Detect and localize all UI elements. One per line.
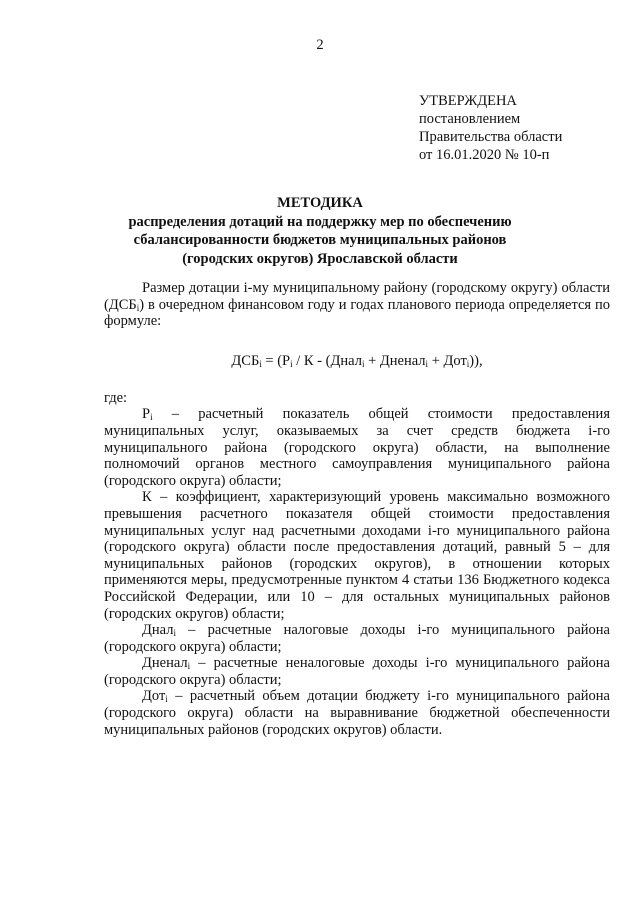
- formula-subscript: i: [361, 358, 365, 369]
- definition-symbol: Р: [142, 406, 151, 423]
- title-line-2: распределения дотаций на поддержку мер по обеспечению: [128, 213, 512, 230]
- definition-subscript: i: [165, 694, 168, 705]
- definition-subscript: i: [187, 661, 191, 672]
- formula-part: = (Р: [261, 352, 291, 369]
- formula-part: + Дненал: [364, 352, 426, 369]
- title-line-4: (городских округов) Ярославской области: [182, 250, 458, 267]
- approval-line-2: постановлением: [419, 111, 521, 127]
- title-heading: МЕТОДИКА: [277, 195, 363, 211]
- approval-stamp: [419, 92, 562, 164]
- definition-dot: [104, 688, 610, 738]
- where-label: где:: [104, 389, 128, 406]
- definition-k: [104, 489, 610, 622]
- intro-text-a: Размер дотации i-му муниципальному району (городскому округу) области (ДСБ: [104, 280, 610, 313]
- definition-text: – расчетные неналоговые доходы i-го муниципального района (городского округа) области;: [104, 655, 610, 688]
- definition-r: [104, 406, 610, 489]
- formula-subscript: i: [425, 358, 429, 369]
- definition-text: – расчетные налоговые доходы i-го муниципального района (городского округа) области;: [104, 622, 610, 655]
- intro-subscript: i: [136, 302, 140, 313]
- approval-line-3: Правительства области: [419, 129, 563, 145]
- definition-symbol: Днал: [142, 622, 174, 639]
- approval-date: от 16.01.2020 № 10-п: [419, 147, 550, 163]
- formula-subscript: i: [259, 358, 262, 369]
- document-title: [0, 194, 640, 268]
- intro-text-b: ) в очередном финансовом году и годах планового периода определяется по формуле:: [104, 296, 610, 330]
- approval-status: УТВЕРЖДЕНА: [419, 93, 517, 109]
- formula-part: )),: [469, 352, 483, 369]
- formula-part: ДСБ: [231, 352, 260, 369]
- page-number: 2: [316, 37, 324, 53]
- formula-part: / К - (Днал: [292, 352, 362, 369]
- definition-subscript: i: [150, 412, 153, 423]
- definition-text: – расчетный показатель общей стоимости предоставления муниципальных услуг, оказываемых за счет средств бюджета i-го муниципального района (городского округа) области, на выполнение полномочий органов местного самоуправления муниципального района (городского округа) области;: [104, 406, 610, 489]
- title-line-3: сбалансированности бюджетов муниципальных районов: [133, 232, 507, 248]
- definition-subscript: i: [173, 628, 176, 639]
- intro-paragraph: [104, 280, 610, 330]
- definition-symbol: Дненал: [142, 655, 188, 672]
- formula-subscript: i: [290, 358, 293, 369]
- definition-text: – расчетный объем дотации бюджету i-го муниципального района (городского округа) области на выравнивание бюджетной обеспеченности муниципальных районов (городских округов) области.: [104, 688, 610, 738]
- definition-symbol: Дот: [142, 688, 166, 705]
- definition-dnenal: [104, 655, 610, 688]
- formula-subscript: i: [466, 358, 470, 369]
- formula: [104, 352, 610, 370]
- formula-part: + Дот: [428, 352, 467, 369]
- document-body: [104, 280, 610, 738]
- definition-text: К – коэффициент, характеризующий уровень максимально возможного превышения расчетного показателя общей стоимости предоставления муниципальных услуг над расчетными доходами i-го муниципального района (городского округа) области после предоставления дотаций, равный 5 – для муниципальных районов (городских округов), в отношении которых применяются меры, предусмотренные пунктом 4 статьи 136 Бюджетного кодекса Российской Федерации, или 10 – для остальных муниципальных районов (городских округов) области;: [104, 489, 610, 622]
- definition-dnal: [104, 622, 610, 655]
